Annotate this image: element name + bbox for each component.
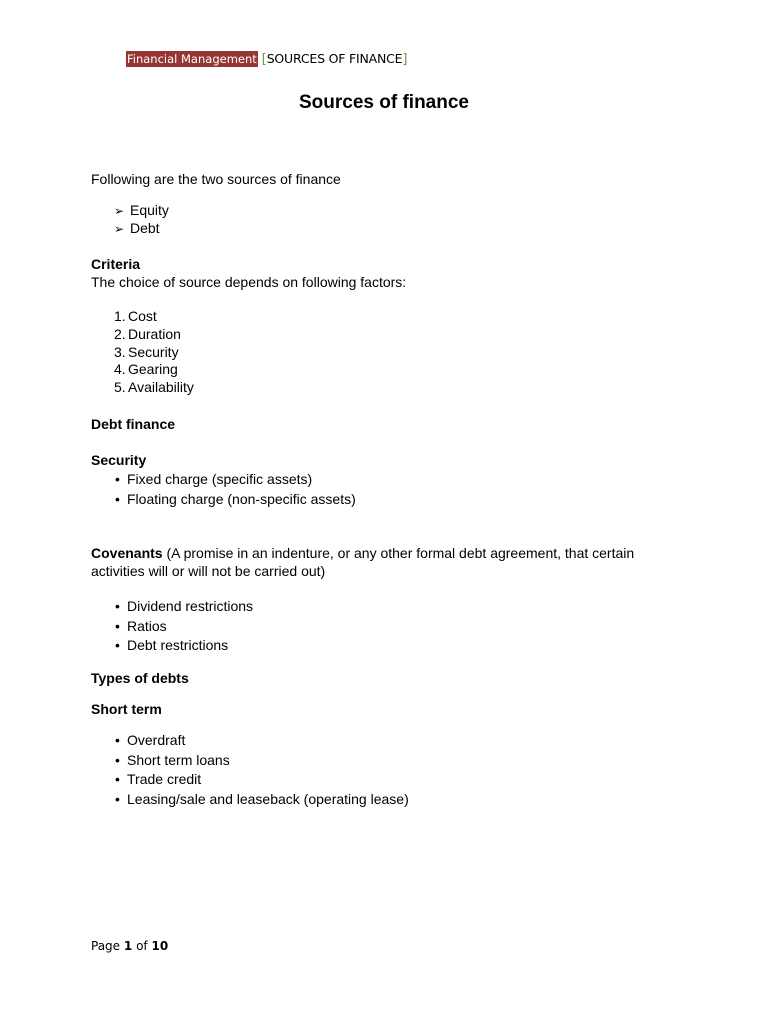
list-item: 4. Gearing [114, 361, 178, 378]
short-term-list [114, 731, 409, 809]
footer-current-page: 1 [123, 939, 133, 953]
header-bracket-open: [ [261, 52, 267, 67]
criteria-text: The choice of source depends on following factors: [91, 274, 407, 290]
bullet-icon: • [115, 598, 120, 614]
list-item: ➢ Debt [114, 220, 160, 236]
debt-finance-heading: Debt finance [91, 416, 176, 432]
header-section: SOURCES OF FINANCE [266, 51, 403, 66]
types-of-debts-heading: Types of debts [91, 670, 189, 686]
arrow-bullet-icon: ➢ [114, 204, 125, 218]
bullet-icon: • [115, 790, 120, 807]
security-heading: Security [91, 452, 147, 468]
list-item: • Trade credit [115, 771, 202, 787]
footer-of-word: of [136, 939, 148, 953]
list-item: 2. Duration [114, 325, 181, 342]
list-item: 3. Security [114, 343, 179, 360]
list-item: • Fixed charge (specific assets) [115, 471, 313, 487]
bullet-icon: • [115, 771, 120, 787]
bullet-icon: • [115, 751, 120, 768]
header-bracket-close: ] [402, 52, 408, 67]
intro-text: Following are the two sources of finance [91, 171, 341, 187]
arrow-bullet-icon: ➢ [114, 222, 125, 236]
bullet-icon: • [115, 471, 120, 487]
bullet-icon: • [115, 637, 120, 653]
factors-list [114, 308, 194, 397]
sources-list [114, 201, 169, 237]
covenants-description: (A promise in an indenture, or any other formal debt agreement, that certain activities will or will not be carried out) [91, 545, 635, 579]
page-footer [91, 939, 168, 953]
page-header [126, 51, 407, 67]
list-item: 5. Availability [114, 379, 194, 395]
list-item: • Leasing/sale and leaseback (operating lease) [115, 790, 409, 807]
page-title: Sources of finance [299, 92, 469, 113]
bullet-icon: • [115, 732, 120, 748]
list-item: • Ratios [115, 617, 167, 634]
list-item: ➢ Equity [114, 202, 169, 218]
list-item: • Short term loans [115, 751, 230, 768]
header-subject: Financial Management [127, 52, 257, 66]
security-list [114, 470, 356, 509]
bullet-icon: • [115, 617, 120, 634]
footer-page-word: Page [91, 939, 121, 953]
list-item: 1. Cost [114, 308, 157, 324]
list-item: • Dividend restrictions [115, 598, 254, 614]
short-term-heading: Short term [91, 701, 162, 717]
criteria-heading: Criteria [91, 256, 141, 272]
list-item: • Floating charge (non-specific assets) [115, 490, 356, 507]
list-item: • Overdraft [115, 732, 186, 748]
footer-total-pages: 10 [151, 939, 169, 953]
covenants-heading: Covenants [91, 545, 163, 561]
bullet-icon: • [115, 490, 120, 507]
covenants-paragraph [91, 544, 651, 580]
covenants-list [114, 597, 253, 656]
list-item: • Debt restrictions [115, 637, 229, 653]
